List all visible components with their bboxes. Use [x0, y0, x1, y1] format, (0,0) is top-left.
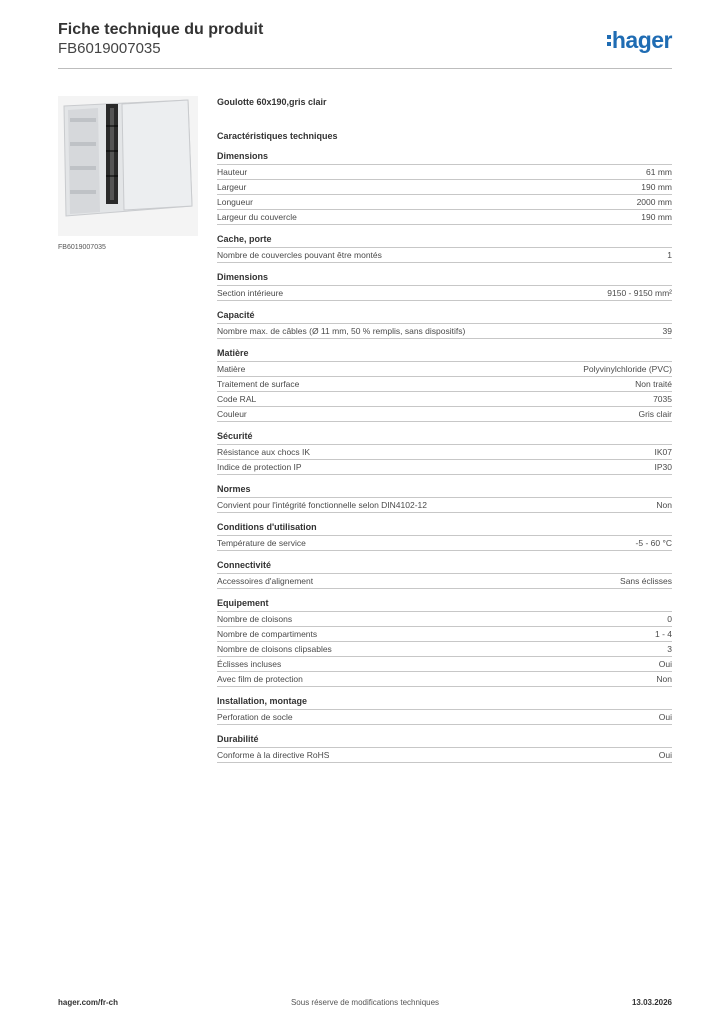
spec-value: Oui	[658, 750, 672, 760]
spec-value: 7035	[653, 394, 672, 404]
spec-value: 3	[667, 644, 672, 654]
spec-value: 61 mm	[646, 167, 672, 177]
spec-row	[217, 497, 672, 513]
page-title: Fiche technique du produit	[58, 21, 264, 38]
spec-value: -5 - 60 °C	[635, 538, 672, 548]
spec-row	[217, 611, 672, 626]
spec-value: Sans éclisses	[620, 576, 672, 586]
spec-value: IK07	[654, 447, 672, 457]
spec-label: Section intérieure	[217, 288, 284, 298]
section-title: Sécurité	[217, 431, 253, 441]
spec-content	[217, 96, 672, 763]
image-caption: FB6019007035	[58, 244, 106, 251]
spec-label: Matière	[217, 364, 246, 374]
page-footer	[58, 998, 672, 1010]
spec-section	[217, 347, 672, 422]
spec-row	[217, 361, 672, 376]
spec-section	[217, 309, 672, 339]
spec-value: 1 - 4	[654, 629, 672, 639]
spec-label: Accessoires d'alignement	[217, 576, 314, 586]
spec-row	[217, 391, 672, 406]
spec-value: Non traité	[635, 379, 672, 389]
spec-label: Éclisses incluses	[217, 659, 282, 669]
spec-section	[217, 559, 672, 589]
spec-label: Couleur	[217, 409, 247, 419]
spec-row	[217, 747, 672, 763]
spec-label: Température de service	[217, 538, 306, 548]
spec-section	[217, 521, 672, 551]
spec-heading: Caractéristiques techniques	[217, 131, 338, 141]
page-header	[58, 21, 672, 69]
spec-sections	[217, 150, 672, 763]
spec-label: Résistance aux chocs IK	[217, 447, 311, 457]
spec-row	[217, 406, 672, 422]
spec-label: Traitement de surface	[217, 379, 300, 389]
product-image	[58, 96, 198, 236]
spec-value: Polyvinylchloride (PVC)	[583, 364, 672, 374]
spec-row	[217, 573, 672, 589]
spec-value: 1	[667, 250, 672, 260]
spec-row	[217, 179, 672, 194]
spec-section	[217, 483, 672, 513]
section-title: Installation, montage	[217, 696, 308, 706]
spec-value: 190 mm	[641, 182, 672, 192]
spec-section	[217, 271, 672, 301]
section-title: Dimensions	[217, 151, 269, 161]
cable-trunking-illustration	[58, 96, 198, 236]
footer-website: hager.com/fr-ch	[58, 998, 119, 1007]
footer-notice: Sous réserve de modifications techniques	[290, 998, 440, 1007]
section-title: Capacité	[217, 310, 255, 320]
spec-label: Nombre de cloisons clipsables	[217, 644, 332, 654]
spec-value: Oui	[658, 659, 672, 669]
spec-section	[217, 233, 672, 263]
logo-text: hager	[611, 27, 672, 53]
header-divider	[58, 68, 672, 69]
spec-section	[217, 733, 672, 763]
spec-value: 39	[662, 326, 672, 336]
spec-label: Perforation de socle	[217, 712, 293, 722]
section-title: Durabilité	[217, 734, 259, 744]
spec-row	[217, 194, 672, 209]
spec-section	[217, 430, 672, 475]
section-title: Connectivité	[217, 560, 272, 570]
spec-row	[217, 444, 672, 459]
spec-value: Non	[656, 674, 672, 684]
spec-section	[217, 597, 672, 687]
footer-date: 13.03.2026	[631, 998, 672, 1007]
spec-value: Non	[656, 500, 672, 510]
product-reference: FB6019007035	[58, 40, 161, 57]
spec-label: Nombre de couvercles pouvant être montés	[217, 250, 382, 260]
spec-value: IP30	[654, 462, 672, 472]
spec-row	[217, 656, 672, 671]
spec-value: Gris clair	[638, 409, 672, 419]
spec-row	[217, 459, 672, 475]
spec-label: Conforme à la directive RoHS	[217, 750, 330, 760]
spec-label: Nombre max. de câbles (Ø 11 mm, 50 % remplis, sans dispositifs)	[217, 326, 466, 336]
spec-label: Largeur du couvercle	[217, 212, 297, 222]
spec-row	[217, 285, 672, 301]
section-title: Equipement	[217, 598, 269, 608]
section-title: Cache, porte	[217, 234, 272, 244]
spec-label: Convient pour l'intégrité fonctionnelle selon DIN4102-12	[217, 500, 428, 510]
spec-label: Avec film de protection	[217, 674, 303, 684]
spec-value: 2000 mm	[636, 197, 672, 207]
section-title: Conditions d'utilisation	[217, 522, 317, 532]
section-title: Matière	[217, 348, 249, 358]
spec-section	[217, 150, 672, 225]
spec-value: Oui	[658, 712, 672, 722]
spec-row	[217, 626, 672, 641]
spec-label: Code RAL	[217, 394, 257, 404]
spec-row	[217, 535, 672, 551]
spec-label: Nombre de cloisons	[217, 614, 293, 624]
brand-logo	[607, 27, 672, 54]
spec-row	[217, 247, 672, 263]
spec-row	[217, 641, 672, 656]
spec-value: 0	[667, 614, 672, 624]
spec-row	[217, 709, 672, 725]
spec-label: Nombre de compartiments	[217, 629, 318, 639]
spec-label: Indice de protection IP	[217, 462, 302, 472]
spec-row	[217, 164, 672, 179]
spec-label: Longueur	[217, 197, 253, 207]
spec-value: 9150 - 9150 mm²	[607, 288, 672, 298]
spec-row	[217, 376, 672, 391]
spec-row	[217, 323, 672, 339]
logo-colon-mark	[607, 33, 611, 47]
section-title: Normes	[217, 484, 251, 494]
spec-label: Largeur	[217, 182, 247, 192]
spec-row	[217, 209, 672, 225]
spec-label: Hauteur	[217, 167, 248, 177]
spec-row	[217, 671, 672, 687]
spec-value: 190 mm	[641, 212, 672, 222]
section-title: Dimensions	[217, 272, 269, 282]
spec-section	[217, 695, 672, 725]
product-name: Goulotte 60x190,gris clair	[217, 97, 327, 107]
